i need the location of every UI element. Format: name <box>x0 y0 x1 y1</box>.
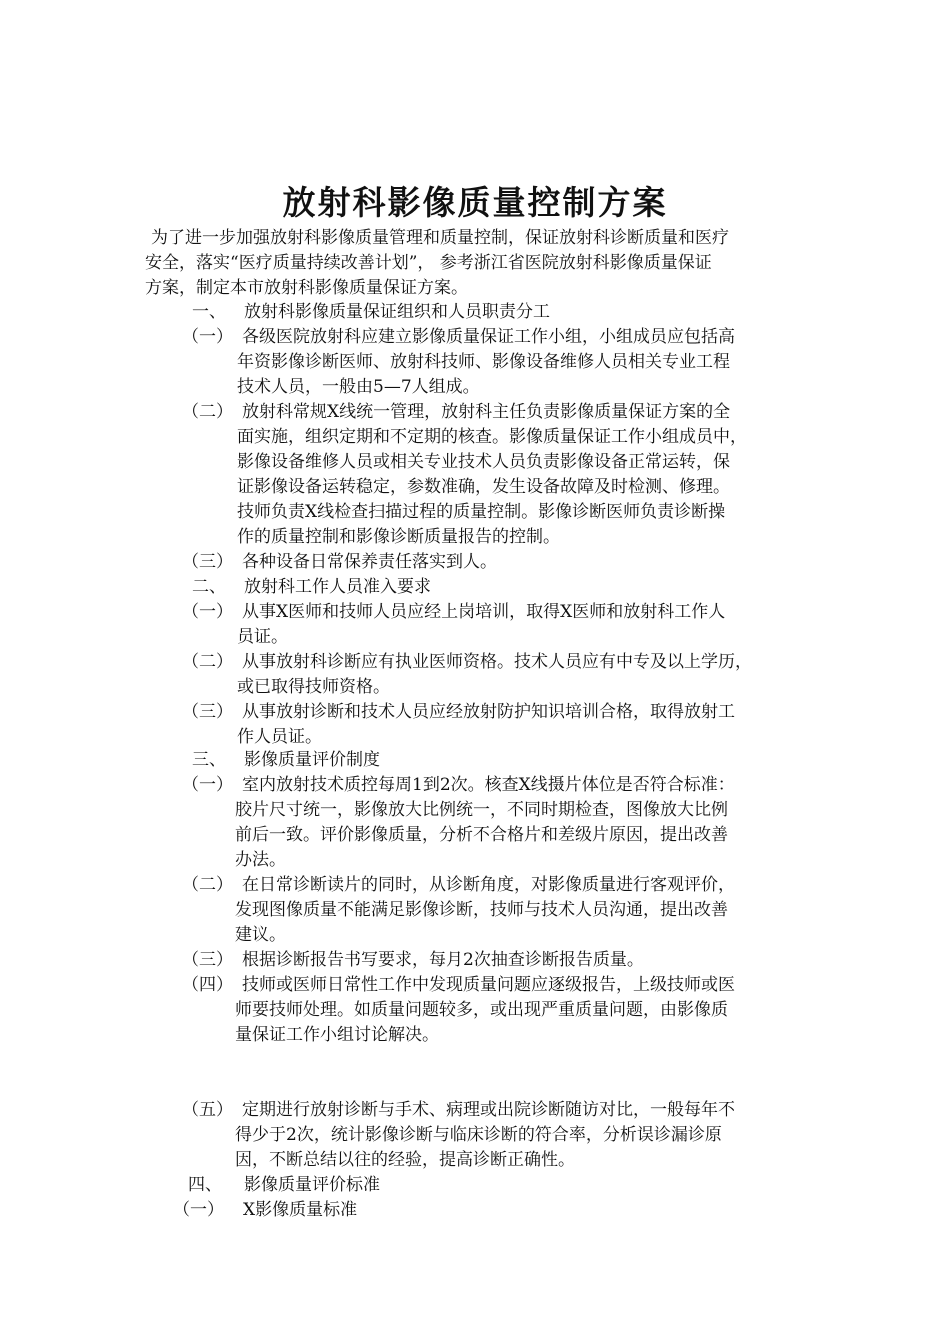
item-line: 技师负责X线检查扫描过程的质量控制。影像诊断医师负责诊断操 <box>237 502 726 522</box>
section-title: 放射科影像质量保证组织和人员职责分工 <box>244 302 550 322</box>
section-number: 三、 <box>192 750 226 770</box>
item-number: （三） <box>182 950 233 970</box>
item-line: 面实施，组织定期和不定期的核查。影像质量保证工作小组成员中， <box>237 427 747 447</box>
item-line: 师要技师处理。如质量问题较多，或出现严重质量问题，由影像质 <box>235 1000 728 1020</box>
item-line: 前后一致。评价影像质量，分析不合格片和差级片原因，提出改善 <box>235 825 728 845</box>
item-line: 影像设备维修人员或相关专业技术人员负责影像设备正常运转，保 <box>237 452 730 472</box>
item-line: 室内放射技术质控每周1到2次。核查X线摄片体位是否符合标准： <box>242 775 735 795</box>
section-title: 放射科工作人员准入要求 <box>244 577 431 597</box>
item-line: 从事X医师和技师人员应经上岗培训，取得X医师和放射科工作人 <box>242 602 726 622</box>
item-line: 定期进行放射诊断与手术、病理或出院诊断随访对比，一般每年不 <box>242 1100 735 1120</box>
item-line: 在日常诊断读片的同时，从诊断角度，对影像质量进行客观评价， <box>242 875 735 895</box>
item-line: 作的质量控制和影像诊断质量报告的控制。 <box>237 527 560 547</box>
item-line: 各级医院放射科应建立影像质量保证工作小组，小组成员应包括高 <box>242 327 735 347</box>
item-number: （一） <box>182 775 233 795</box>
item-line: 证影像设备运转稳定，参数准确，发生设备故障及时检测、修理。 <box>237 477 730 497</box>
item-number: （一） <box>182 602 233 622</box>
intro-line: 安全，落实“医疗质量持续改善计划”， 参考浙江省医院放射科影像质量保证 <box>145 253 712 273</box>
intro-paragraph <box>145 226 815 301</box>
item-line: 根据诊断报告书写要求，每月2次抽查诊断报告质量。 <box>242 950 644 970</box>
item-line: 量保证工作小组讨论解决。 <box>235 1025 439 1045</box>
item-line: 从事放射诊断和技术人员应经放射防护知识培训合格，取得放射工 <box>242 702 735 722</box>
section-title: 影像质量评价标准 <box>244 1175 380 1195</box>
item-line: 得少于2次，统计影像诊断与临床诊断的符合率，分析误诊漏诊原 <box>235 1125 722 1145</box>
document-title: 放射科影像质量控制方案 <box>282 183 668 222</box>
item-number: （一） <box>182 327 233 347</box>
item-number: （二） <box>182 652 233 672</box>
item-number: （三） <box>182 702 233 722</box>
item-line: 办法。 <box>235 850 286 870</box>
section-number: 四、 <box>188 1175 222 1195</box>
item-line: 各种设备日常保养责任落实到人。 <box>242 552 497 572</box>
item-number: （二） <box>182 402 233 422</box>
item-line: 发现图像质量不能满足影像诊断，技师与技术人员沟通，提出改善 <box>235 900 728 920</box>
item-line: 放射科常规X线统一管理，放射科主任负责影像质量保证方案的全 <box>242 402 731 422</box>
item-line: 胶片尺寸统一，影像放大比例统一，不同时期检查，图像放大比例 <box>235 800 728 820</box>
item-number: （三） <box>182 552 233 572</box>
item-line: 技师或医师日常性工作中发现质量问题应逐级报告，上级技师或医 <box>242 975 735 995</box>
item-line: 建议。 <box>235 925 286 945</box>
item-number: （五） <box>182 1100 233 1120</box>
item-line: X影像质量标准 <box>243 1200 358 1220</box>
intro-line: 方案，制定本市放射科影像质量保证方案。 <box>145 278 468 298</box>
item-line: 员证。 <box>237 627 288 647</box>
item-line: 从事放射科诊断应有执业医师资格。技术人员应有中专及以上学历， <box>242 652 752 672</box>
item-number: （四） <box>182 975 233 995</box>
item-line: 年资影像诊断医师、放射科技师、影像设备维修人员相关专业工程 <box>237 352 730 372</box>
item-number: （一） <box>173 1200 224 1220</box>
section-number: 一、 <box>192 302 226 322</box>
item-line: 作人员证。 <box>237 727 322 747</box>
intro-line: 为了进一步加强放射科影像质量管理和质量控制，保证放射科诊断质量和医疗 <box>151 228 729 248</box>
item-line: 技术人员，一般由5—7人组成。 <box>237 377 480 397</box>
item-line: 或已取得技师资格。 <box>237 677 390 697</box>
item-number: （二） <box>182 875 233 895</box>
item-line: 因，不断总结以往的经验，提高诊断正确性。 <box>235 1150 575 1170</box>
section-number: 二、 <box>192 577 226 597</box>
section-title: 影像质量评价制度 <box>244 750 380 770</box>
